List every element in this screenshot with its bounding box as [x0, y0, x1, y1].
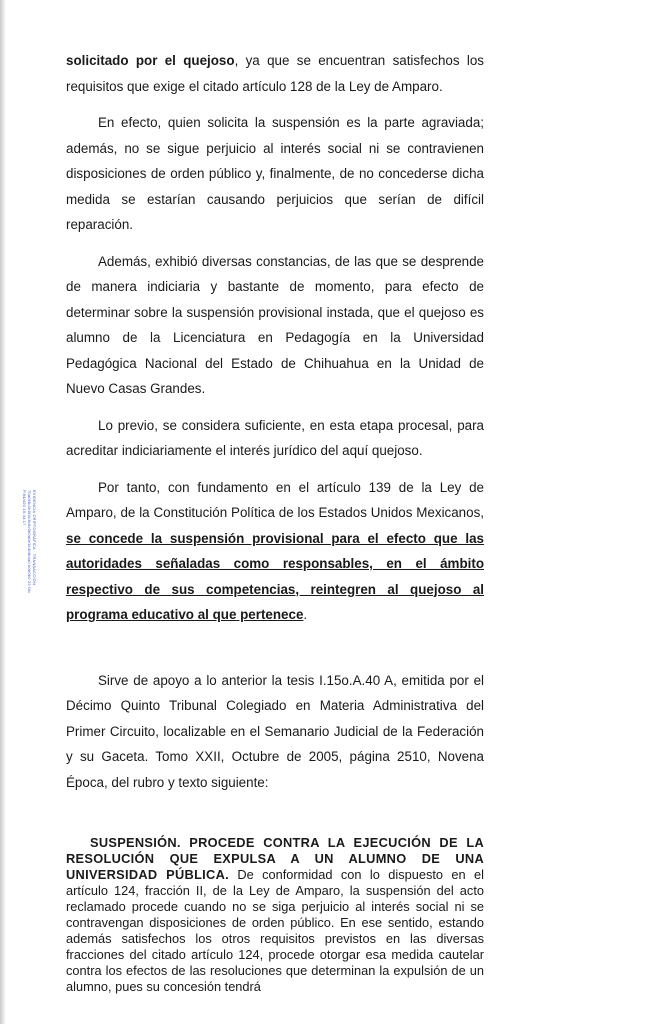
resolution-emphasis: se concede la suspensión provisional para el efecto que las autoridades señaladas como responsables, en el ámbito respectivo de sus competencias, reintegren al quejoso al programa educativo al que pertenece — [66, 530, 484, 622]
bold-phrase: solicitado por el quejoso — [66, 53, 235, 68]
thesis-quote — [66, 835, 484, 995]
paragraph-5 — [66, 475, 484, 628]
paragraph-4: Lo previo, se considera suficiente, en esta etapa procesal, para acreditar indiciariamente el interés jurídico del aquí quejoso. — [66, 417, 484, 458]
document-page — [66, 48, 484, 995]
paragraph-text: , ya que se encuentran satisfechos los requisitos que exige el citado artículo 128 de la Ley de Amparo. — [66, 53, 484, 94]
stamp-line: EVIDENCIA CRIPTOGRÁFICA · TRANSACCIÓN — [32, 490, 37, 586]
stamp-line: 70a0f4b1b0f4c3b0c6b0a0e1b4f4b4a0 b0b0b0 23 Dic — [27, 490, 32, 594]
stamp-line: P.84/420 10:44:17 — [22, 490, 27, 526]
paragraph-2: En efecto, quien solicita la suspensión es la parte agraviada; además, no se sigue perjuicio al interés social ni se contravienen disposiciones de orden público y, finalmente, de no concederse dicha medida se estarían causando perjuicios que serían de difícil reparación. — [66, 115, 484, 232]
paragraph-1 — [66, 48, 484, 99]
electronic-signature-stamp — [22, 490, 37, 594]
paragraph-3: Además, exhibió diversas constancias, de las que se desprende de manera indiciaria y bastante de momento, para efecto de determinar sobre la suspensión provisional instada, que el quejoso es alumno de la Licenciatura en Pedagogía en la Universidad Pedagógica Nacional del Estado de Chihuahua en la Unidad de Nuevo Casas Grandes. — [66, 253, 484, 396]
paragraph-text: Por tanto, con fundamento en el artículo 139 de la Ley de Amparo, de la Constitución Política de los Estados Unidos Mexicanos, — [66, 479, 484, 520]
paragraph-text: . — [303, 607, 308, 622]
thesis-body: De conformidad con lo dispuesto en el artículo 124, fracción II, de la Ley de Amparo, la suspensión del acto reclamado procede cuando no se siga perjuicio al interés social ni se contravengan disposiciones de orden público. En ese sentido, estando además satisfechos los otros requisitos previstos en las diversas fracciones del citado artículo 124, procede otorgar esa medida cautelar contra los efectos de las resoluciones que determinan la expulsión de un alumno, pues su concesión tendrá — [66, 867, 485, 994]
thesis-title: SUSPENSIÓN. PROCEDE CONTRA LA EJECUCIÓN DE LA RESOLUCIÓN QUE EXPULSA A UN ALUMNO DE UNA UNIVERSIDAD PÚBLICA. — [66, 835, 484, 882]
paragraph-6: Sirve de apoyo a lo anterior la tesis I.15o.A.40 A, emitida por el Décimo Quinto Tribunal Colegiado en Materia Administrativa del Primer Circuito, localizable en el Semanario Judicial de la Federación y su Gaceta. Tomo XXII, Octubre de 2005, página 2510, Novena Época, del rubro y texto siguiente: — [66, 672, 484, 790]
page-edge-shadow — [0, 0, 6, 1024]
